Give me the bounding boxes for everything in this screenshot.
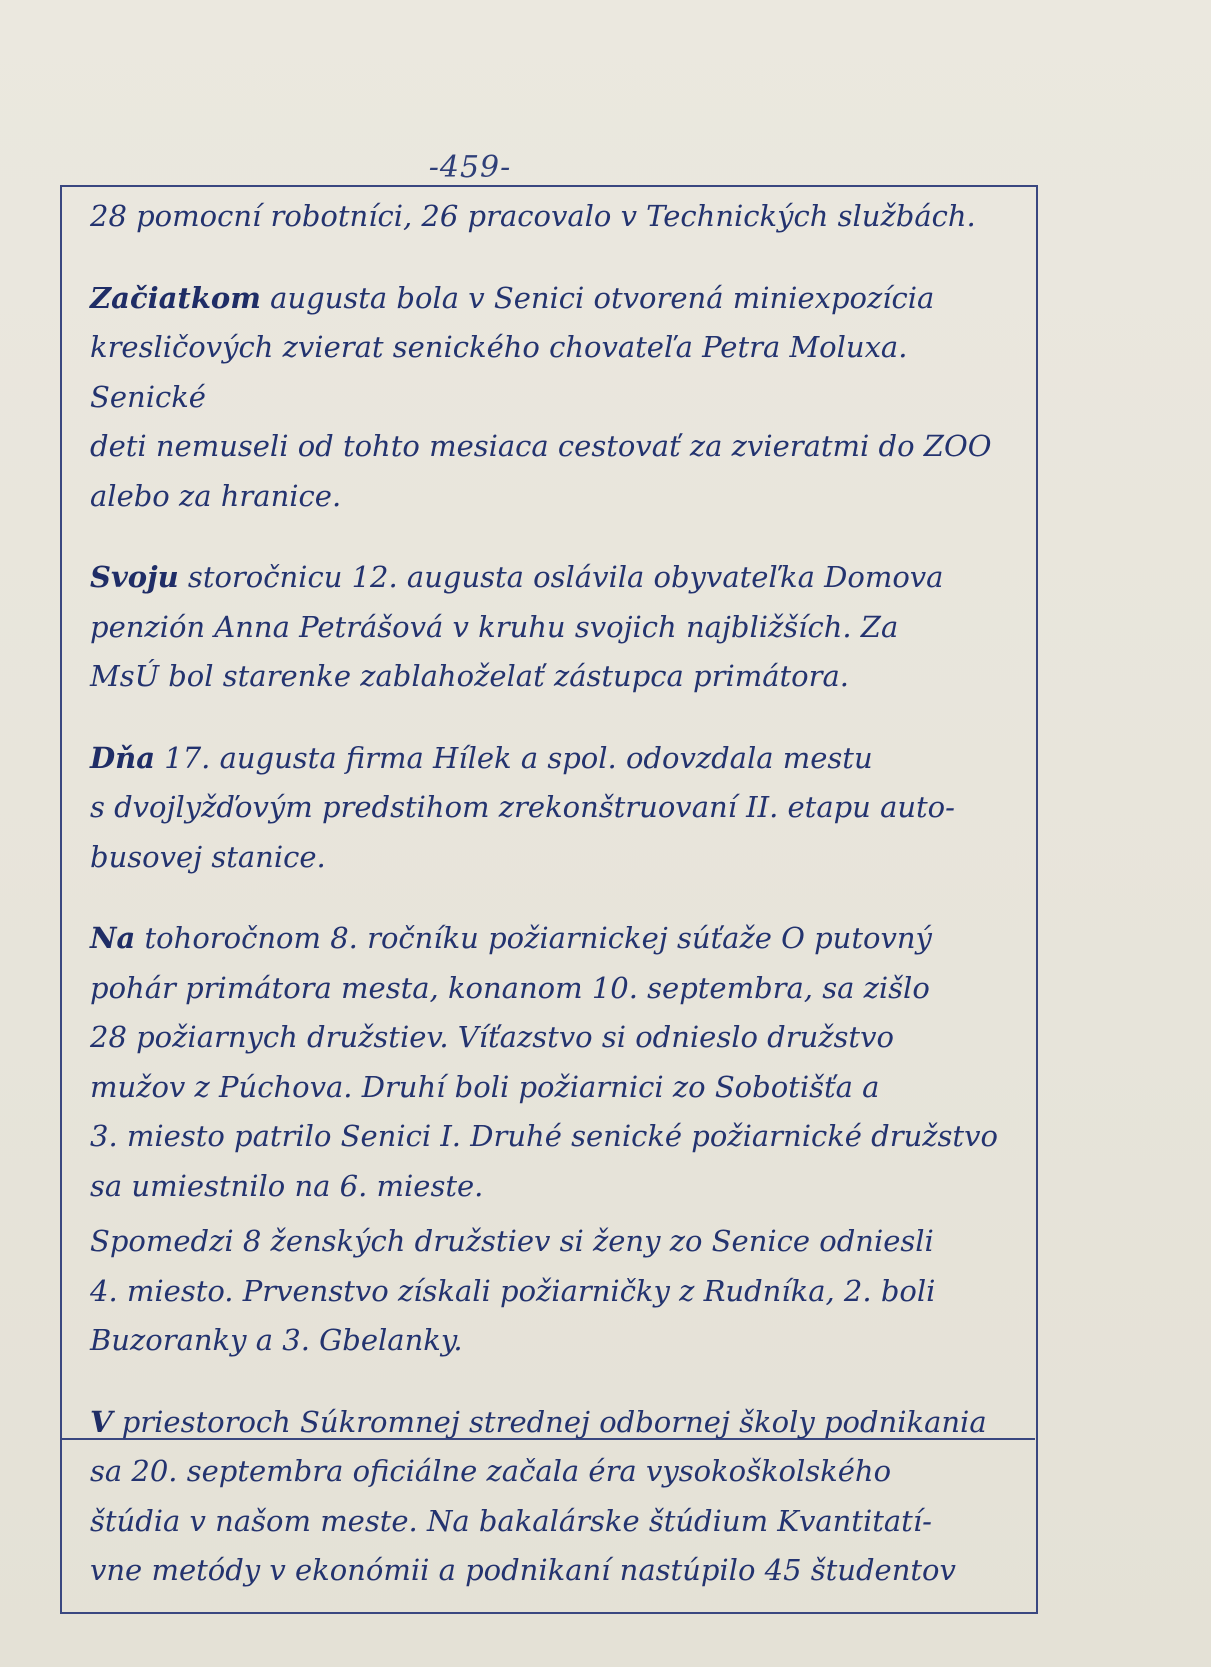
paragraph-1-text: 28 pomocní robotníci, 26 pracovalo v Technických službách. [90,199,976,233]
paragraph-gap [90,882,1025,914]
paragraph-gap [90,1366,1025,1398]
paragraph-5 [90,914,1025,1211]
paragraph-7-text: priestoroch Súkromnej strednej odbornej školy podnikania sa 20. septembra oficiálne začala éra vysokoškolského štúdia v našom meste. Na bakalárske štúdium Kvantitatí- vne metódy v ekonómii a podnikaní nastúpilo 45 študentov [90,1404,987,1587]
paragraph-3-lead: Svoju [90,560,179,594]
paragraph-5-text: tohoročnom 8. ročníku požiarnickej súťaže O putovný pohár primátora mesta, konanom 10. septembra, sa zišlo 28 požiarnych družstiev. Víťazstvo si odnieslo družstvo mužov z Púchova. Druhí boli požiarnici zo Sobotišťa a 3. miesto patrilo Senici I. Druhé senické požiarnické družstvo sa umiestnilo na 6. mieste. [90,921,998,1203]
paragraph-4-text: 17. augusta firma Hílek a spol. odovzdala mestu s dvojlyžďovým predstihom zrekonštruovaní II. etapu auto- busovej stanice. [90,740,955,874]
paragraph-3-text: storočnicu 12. augusta oslávila obyvateľka Domova penzión Anna Petrášová v kruhu svojich najbližších. Za MsÚ bol starenke zablahoželať zástupca primátora. [90,560,944,693]
paragraph-6-text: Spomedzi 8 ženských družstiev si ženy zo Senice odniesli 4. miesto. Prvenstvo získali požiarničky z Rudníka, 2. boli Buzoranky a 3. Gbelanky. [90,1224,936,1357]
paragraph-2 [90,274,1025,522]
paragraph-3 [90,553,1025,702]
page-number: -459- [428,150,512,185]
paragraph-5-lead: Na [90,921,136,955]
paragraph-1 [90,192,1025,242]
paragraph-7-lead: V [90,1404,113,1439]
paragraph-6 [90,1217,1025,1366]
paragraph-gap [90,242,1025,274]
paragraph-gap [90,521,1025,553]
paragraph-7 [90,1398,1025,1596]
paragraph-2-text: augusta bola v Senici otvorená miniexpozícia kresličových zvierat senického chovateľa Petra Moluxa. Senické deti nemuseli od tohto mesiaca cestovať za zvieratmi do ZOO alebo za hranice. [90,280,992,513]
paragraph-gap [90,702,1025,734]
chronicle-text [90,192,1025,1596]
paragraph-2-lead: Začiatkom [90,280,261,315]
paragraph-4-lead: Dňa [90,740,156,775]
paragraph-4 [90,734,1025,883]
